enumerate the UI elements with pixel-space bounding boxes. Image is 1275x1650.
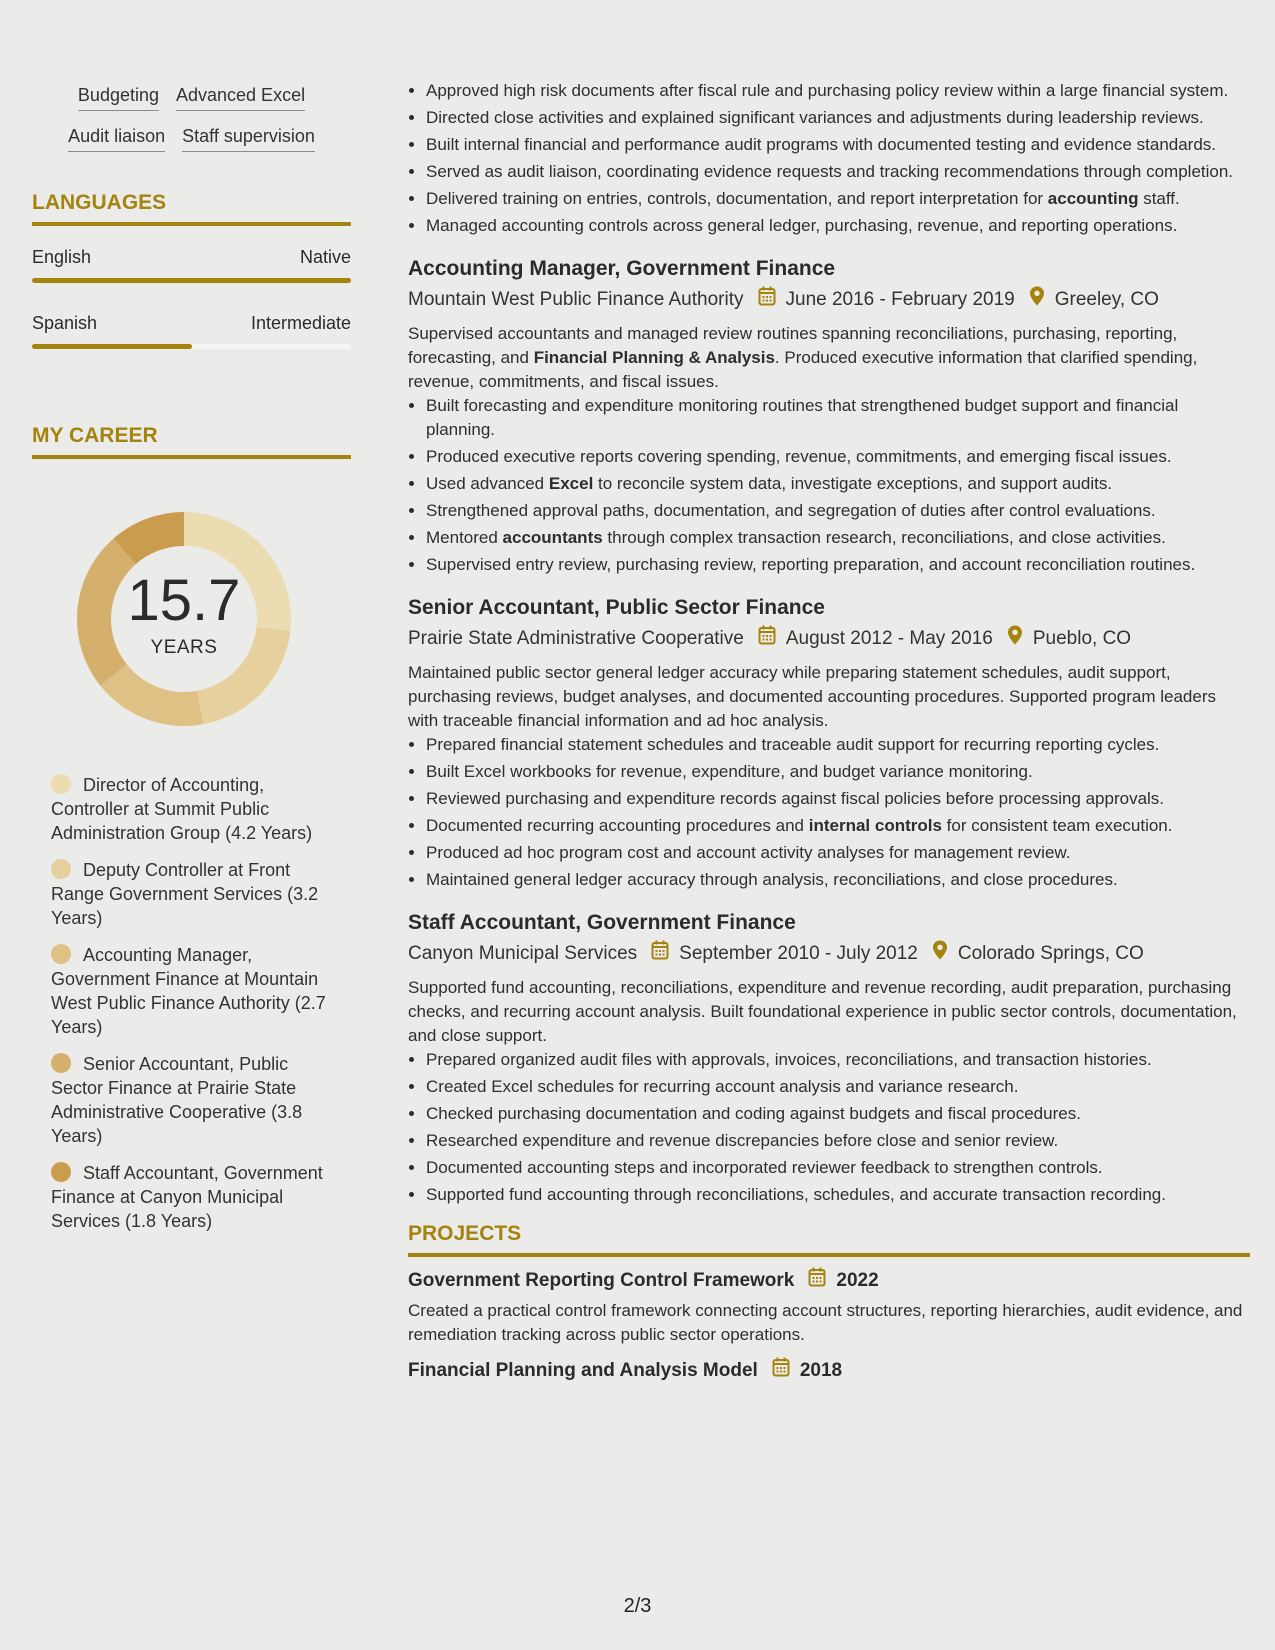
section-title: MY CAREER xyxy=(32,424,158,447)
skill-tag: Advanced Excel xyxy=(176,84,305,111)
calendar-icon xyxy=(772,1357,790,1385)
career-legend xyxy=(51,773,331,1233)
career-donut-chart xyxy=(66,501,302,737)
calendar-icon xyxy=(651,940,669,968)
career-legend-item xyxy=(51,773,331,845)
legend-label: Accounting Manager, Government Finance at Mountain West Public Finance Authority (2.7 Years) xyxy=(51,945,326,1037)
job-location: Greeley, CO xyxy=(1054,289,1159,310)
language-level: Native xyxy=(299,247,351,267)
bullet-item: • Documented recurring accounting procedures and internal controls for consistent team execution. xyxy=(426,814,1250,838)
job-summary: Supported fund accounting, reconciliations, expenditure and revenue recording, audit preparation, purchasing checks, and recurring account analysis. Built foundational experience in public sector controls, documentation, and close support. xyxy=(408,978,1237,1045)
bullet-item: • Maintained general ledger accuracy through analysis, reconciliations, and close procedures. xyxy=(426,868,1250,892)
language-item xyxy=(32,246,351,283)
section-title: PROJECTS xyxy=(408,1222,522,1245)
bullet-item: • Managed accounting controls across general ledger, purchasing, revenue, and reporting operations. xyxy=(426,214,1250,238)
skills-row xyxy=(32,125,351,152)
legend-label: Deputy Controller at Front Range Government Services (3.2 Years) xyxy=(51,860,319,928)
page-number: 2/3 xyxy=(623,1595,652,1617)
legend-label: Staff Accountant, Government Finance at Canyon Municipal Services (1.8 Years) xyxy=(51,1163,323,1231)
job-dates: August 2012 - May 2016 xyxy=(785,628,993,649)
experience-list xyxy=(408,255,1250,1207)
bullet-item: • Used advanced Excel to reconcile system data, investigate exceptions, and support audits. xyxy=(426,472,1250,496)
section-title: LANGUAGES xyxy=(32,191,167,214)
career-legend-item xyxy=(51,858,331,930)
calendar-icon xyxy=(758,286,776,314)
project-year: 2022 xyxy=(836,1270,879,1291)
project-description: Created a practical control framework connecting account structures, reporting hierarchies, audit evidence, and remediation tracking across public sector operations. xyxy=(408,1301,1243,1344)
language-name: Spanish xyxy=(32,313,98,333)
job-title: Accounting Manager, Government Finance xyxy=(408,257,836,280)
location-pin-icon xyxy=(932,940,948,968)
projects-section xyxy=(408,1221,1250,1385)
project-title-row xyxy=(408,1267,1250,1295)
bullet-item: • Built Excel workbooks for revenue, expenditure, and budget variance monitoring. xyxy=(426,760,1250,784)
job-title: Senior Accountant, Public Sector Finance xyxy=(408,596,825,619)
career-section xyxy=(32,423,351,1233)
company-name: Mountain West Public Finance Authority xyxy=(408,289,744,310)
languages-section xyxy=(32,190,351,349)
career-legend-item xyxy=(51,1052,331,1148)
skill-tag: Staff supervision xyxy=(182,125,315,152)
bullet-item: • Created Excel schedules for recurring account analysis and variance research. xyxy=(426,1075,1250,1099)
bullet-item: • Supervised entry review, purchasing review, reporting preparation, and account reconciliation routines. xyxy=(426,553,1250,577)
career-total-years: 15.7 xyxy=(127,568,241,633)
previous-job-bullets xyxy=(408,79,1250,238)
location-pin-icon xyxy=(1029,286,1045,314)
bullet-item: • Mentored accountants through complex transaction research, reconciliations, and close activities. xyxy=(426,526,1250,550)
bullet-item: • Strengthened approval paths, documentation, and segregation of duties after control evaluations. xyxy=(426,499,1250,523)
job-meta xyxy=(408,940,1250,968)
legend-swatch xyxy=(51,774,71,794)
calendar-icon xyxy=(808,1267,826,1295)
legend-label: Director of Accounting, Controller at Summit Public Administration Group (4.2 Years) xyxy=(51,775,313,843)
job-title: Staff Accountant, Government Finance xyxy=(408,911,796,934)
job-meta xyxy=(408,286,1250,314)
job-location: Colorado Springs, CO xyxy=(957,943,1144,964)
bullet-item: • Reviewed purchasing and expenditure records against fiscal policies before processing approvals. xyxy=(426,787,1250,811)
bullet-item: • Supported fund accounting through reconciliations, schedules, and accurate transaction recording. xyxy=(426,1183,1250,1207)
career-years-label: YEARS xyxy=(150,637,218,658)
sidebar xyxy=(32,84,351,1246)
project-name: Financial Planning and Analysis Model xyxy=(408,1360,758,1381)
language-name: English xyxy=(32,247,92,267)
bullet-item: • Approved high risk documents after fiscal rule and purchasing policy review within a large financial system. xyxy=(426,79,1250,103)
proficiency-fill xyxy=(32,344,192,349)
bullet-item: • Served as audit liaison, coordinating evidence requests and tracking recommendations through completion. xyxy=(426,160,1250,184)
job-bullets xyxy=(408,1048,1250,1207)
proficiency-fill xyxy=(32,278,351,283)
location-pin-icon xyxy=(1007,625,1023,653)
bullet-item: • Researched expenditure and revenue discrepancies before close and senior review. xyxy=(426,1129,1250,1153)
project-title-row xyxy=(408,1357,1250,1385)
job-entry xyxy=(408,594,1250,892)
section-divider xyxy=(408,1253,1250,1257)
job-dates: September 2010 - July 2012 xyxy=(679,943,918,964)
career-legend-item xyxy=(51,1161,331,1233)
job-entry xyxy=(408,909,1250,1207)
bullet-item: • Prepared financial statement schedules and traceable audit support for recurring reporting cycles. xyxy=(426,733,1250,757)
job-meta xyxy=(408,625,1250,653)
bullet-item: • Produced ad hoc program cost and account activity analyses for management review. xyxy=(426,841,1250,865)
job-summary: Supervised accountants and managed review routines spanning reconciliations, purchasing, reporting, forecasting, and Financial Planning & Analysis. Produced executive information that clarified spending, revenue, commitments, and fiscal issues. xyxy=(408,324,1198,391)
bullet-item: • Directed close activities and explained significant variances and adjustments during leadership reviews. xyxy=(426,106,1250,130)
company-name: Prairie State Administrative Cooperative xyxy=(408,628,744,649)
bullet-item: • Prepared organized audit files with approvals, invoices, reconciliations, and transaction histories. xyxy=(426,1048,1250,1072)
project-year: 2018 xyxy=(799,1360,843,1381)
project-name: Government Reporting Control Framework xyxy=(408,1270,795,1291)
section-divider xyxy=(32,455,351,459)
projects-list xyxy=(408,1267,1250,1385)
job-location: Pueblo, CO xyxy=(1032,628,1132,649)
bullet-item: • Produced executive reports covering spending, revenue, commitments, and emerging fiscal issues. xyxy=(426,445,1250,469)
main-content xyxy=(408,79,1250,1385)
donut-segment xyxy=(100,664,203,726)
skills-row xyxy=(32,84,351,111)
career-legend-item xyxy=(51,943,331,1039)
bullet-item: • Built internal financial and performance audit programs with documented testing and evidence standards. xyxy=(426,133,1250,157)
language-item xyxy=(32,312,351,349)
bullet-item: • Checked purchasing documentation and coding against budgets and fiscal procedures. xyxy=(426,1102,1250,1126)
section-divider xyxy=(32,222,351,226)
bullet-item: • Documented accounting steps and incorporated reviewer feedback to strengthen controls. xyxy=(426,1156,1250,1180)
job-entry xyxy=(408,255,1250,577)
language-level: Intermediate xyxy=(250,313,351,333)
legend-swatch xyxy=(51,859,71,879)
skill-tag: Budgeting xyxy=(78,84,159,111)
calendar-icon xyxy=(758,625,776,653)
proficiency-bar xyxy=(32,278,351,283)
legend-swatch xyxy=(51,1162,71,1182)
bullet-item: • Delivered training on entries, controls, documentation, and report interpretation for accounting staff. xyxy=(426,187,1250,211)
legend-swatch xyxy=(51,1053,71,1073)
bullet-item: • Built forecasting and expenditure monitoring routines that strengthened budget support and financial planning. xyxy=(426,394,1250,442)
legend-label: Senior Accountant, Public Sector Finance at Prairie State Administrative Cooperative (3.8 Years) xyxy=(51,1054,303,1146)
job-bullets xyxy=(408,394,1250,577)
job-bullets xyxy=(408,733,1250,892)
skill-tag: Audit liaison xyxy=(68,125,165,152)
proficiency-bar xyxy=(32,344,351,349)
legend-swatch xyxy=(51,944,71,964)
job-summary: Maintained public sector general ledger accuracy while preparing statement schedules, audit support, purchasing reviews, budget analyses, and documented accounting procedures. Supported program leaders with traceable financial information and ad hoc analysis. xyxy=(408,663,1216,730)
company-name: Canyon Municipal Services xyxy=(408,943,638,964)
job-dates: June 2016 - February 2019 xyxy=(785,289,1015,310)
